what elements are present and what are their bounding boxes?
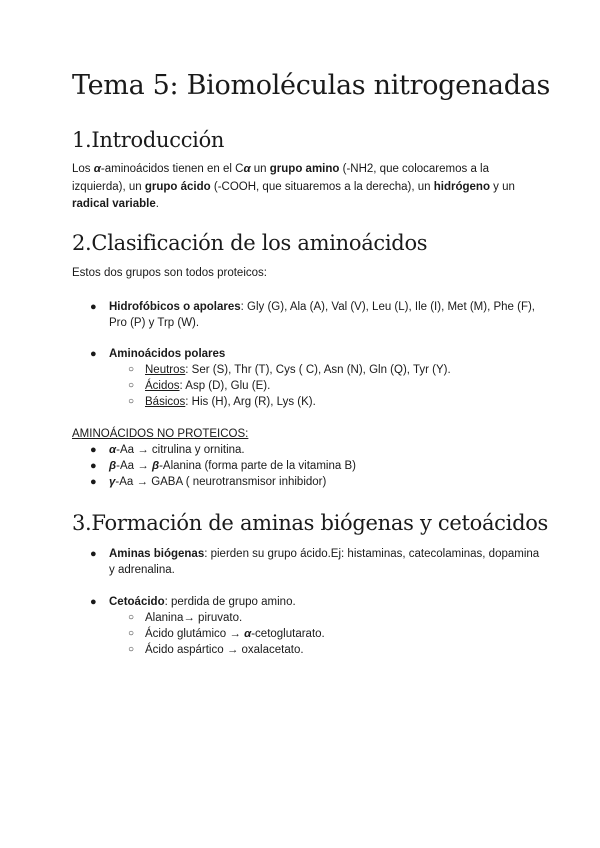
list-item-neutros [72, 362, 542, 378]
list-item-acidos [72, 378, 542, 394]
bold-term: Cetoácido [109, 596, 165, 608]
bullet-icon: ● [90, 348, 97, 360]
list-item-text [109, 442, 542, 458]
bold-term: Aminoácidos polares [109, 348, 226, 360]
text-run: -cetoglutarato. [251, 628, 325, 640]
gamma-symbol: γ [109, 476, 116, 488]
list-item-basicos [72, 394, 542, 410]
text-run: -aminoácidos tienen en el C [100, 163, 244, 175]
list-item-alpha-aa [72, 442, 542, 458]
alpha-symbol: α [243, 163, 251, 175]
list-item-text [109, 546, 542, 578]
list-item-beta-aa [72, 458, 542, 474]
list-item-text: Alanina→ piruvato. [145, 612, 243, 624]
underlined-term: Básicos [145, 396, 186, 408]
bold-term-hidrogeno: hidrógeno [433, 180, 490, 193]
section-heading-formacion: 3.Formación de aminas biógenas y cetoácidos [72, 511, 549, 535]
text-run: Ácido glutámico → [145, 628, 245, 640]
hollow-bullet-icon: ○ [128, 644, 135, 655]
list-item-hidrofobicos [72, 299, 542, 331]
bullet-icon: ● [90, 476, 97, 488]
list-item-text [145, 362, 542, 378]
hollow-bullet-icon: ○ [128, 628, 135, 639]
text-run: (-COOH, que situaremos a la derecha), un [210, 180, 434, 193]
text-run: -Aa → citrulina y ornitina. [116, 444, 245, 456]
list-item-text [145, 394, 542, 410]
section-heading-introduccion: 1.Introducción [72, 128, 225, 152]
intro-paragraph [72, 161, 537, 214]
hollow-bullet-icon: ○ [128, 380, 135, 391]
list-item-polares [72, 346, 542, 362]
beta-symbol: β [151, 460, 160, 472]
text-run: y un [489, 180, 515, 193]
underlined-term: Ácidos [145, 380, 180, 392]
bold-term-grupo-amino: grupo amino [269, 163, 340, 175]
list-item-gamma-aa [72, 474, 542, 490]
text-run: . [155, 198, 159, 210]
hollow-bullet-icon: ○ [128, 396, 135, 407]
underlined-term: Neutros [145, 364, 186, 376]
bullet-icon: ● [90, 548, 97, 560]
list-item-text [109, 299, 542, 331]
text-run: -Aa → GABA ( neurotransmisor inhibidor) [115, 476, 327, 488]
list-item-cetoacido [72, 594, 542, 610]
section-heading-clasificacion: 2.Clasificación de los aminoácidos [72, 231, 428, 255]
text-run: : perdida de grupo amino. [164, 596, 296, 608]
no-proteicos-heading [72, 426, 248, 442]
bold-term-grupo-acido: grupo ácido [144, 180, 211, 193]
alpha-symbol: α [109, 444, 117, 456]
alpha-symbol: α [244, 628, 252, 640]
list-item-text [109, 474, 542, 490]
hollow-bullet-icon: ○ [128, 364, 135, 375]
list-item-aspartico [72, 642, 542, 658]
list-item-text [145, 378, 542, 394]
bullet-icon: ● [90, 444, 97, 456]
list-item-text [109, 458, 542, 474]
text-run: (-NH2, que colocaremos a la izquierda), un [72, 163, 489, 193]
bold-term: Hidrofóbicos o apolares [109, 301, 241, 313]
text-run: : pierden su grupo ácido.Ej: histaminas, catecolaminas, dopamina y adrenalina. [109, 548, 540, 576]
list-item-alanina [72, 610, 542, 626]
clasificacion-intro: Estos dos grupos son todos proteicos: [72, 267, 267, 279]
text-run: un [250, 163, 270, 175]
bold-term: Aminas biógenas [109, 548, 205, 560]
text-run: : Asp (D), Glu (E). [179, 380, 271, 392]
bullet-icon: ● [90, 460, 97, 472]
bold-term-radical-variable: radical variable [72, 198, 156, 210]
text-run: -Alanina (forma parte de la vitamina B) [159, 460, 356, 472]
text-run: -Aa → [116, 460, 152, 472]
hollow-bullet-icon: ○ [128, 612, 135, 623]
beta-symbol: β [109, 460, 117, 472]
bullet-icon: ● [90, 596, 97, 608]
list-item-text [145, 626, 542, 642]
bullet-icon: ● [90, 301, 97, 313]
text-run: : Ser (S), Thr (T), Cys ( C), Asn (N), Gln (Q), Tyr (Y). [185, 364, 451, 376]
underlined-heading: AMINOÁCIDOS NO PROTEICOS: [72, 428, 249, 440]
text-run: : Gly (G), Ala (A), Val (V), Leu (L), Ile (I), Met (M), Phe (F), Pro (P) y Trp (W). [109, 301, 535, 329]
list-item-text: Ácido aspártico → oxalacetato. [145, 644, 304, 656]
list-item-aminas [72, 546, 542, 578]
list-item-glutamico [72, 626, 542, 642]
list-item-text [109, 594, 542, 610]
text-run: Los [72, 163, 94, 175]
page-title: Tema 5: Biomoléculas nitrogenadas [72, 70, 551, 101]
text-run: : His (H), Arg (R), Lys (K). [185, 396, 316, 408]
alpha-symbol: α [93, 163, 101, 175]
list-item-text [109, 346, 542, 362]
